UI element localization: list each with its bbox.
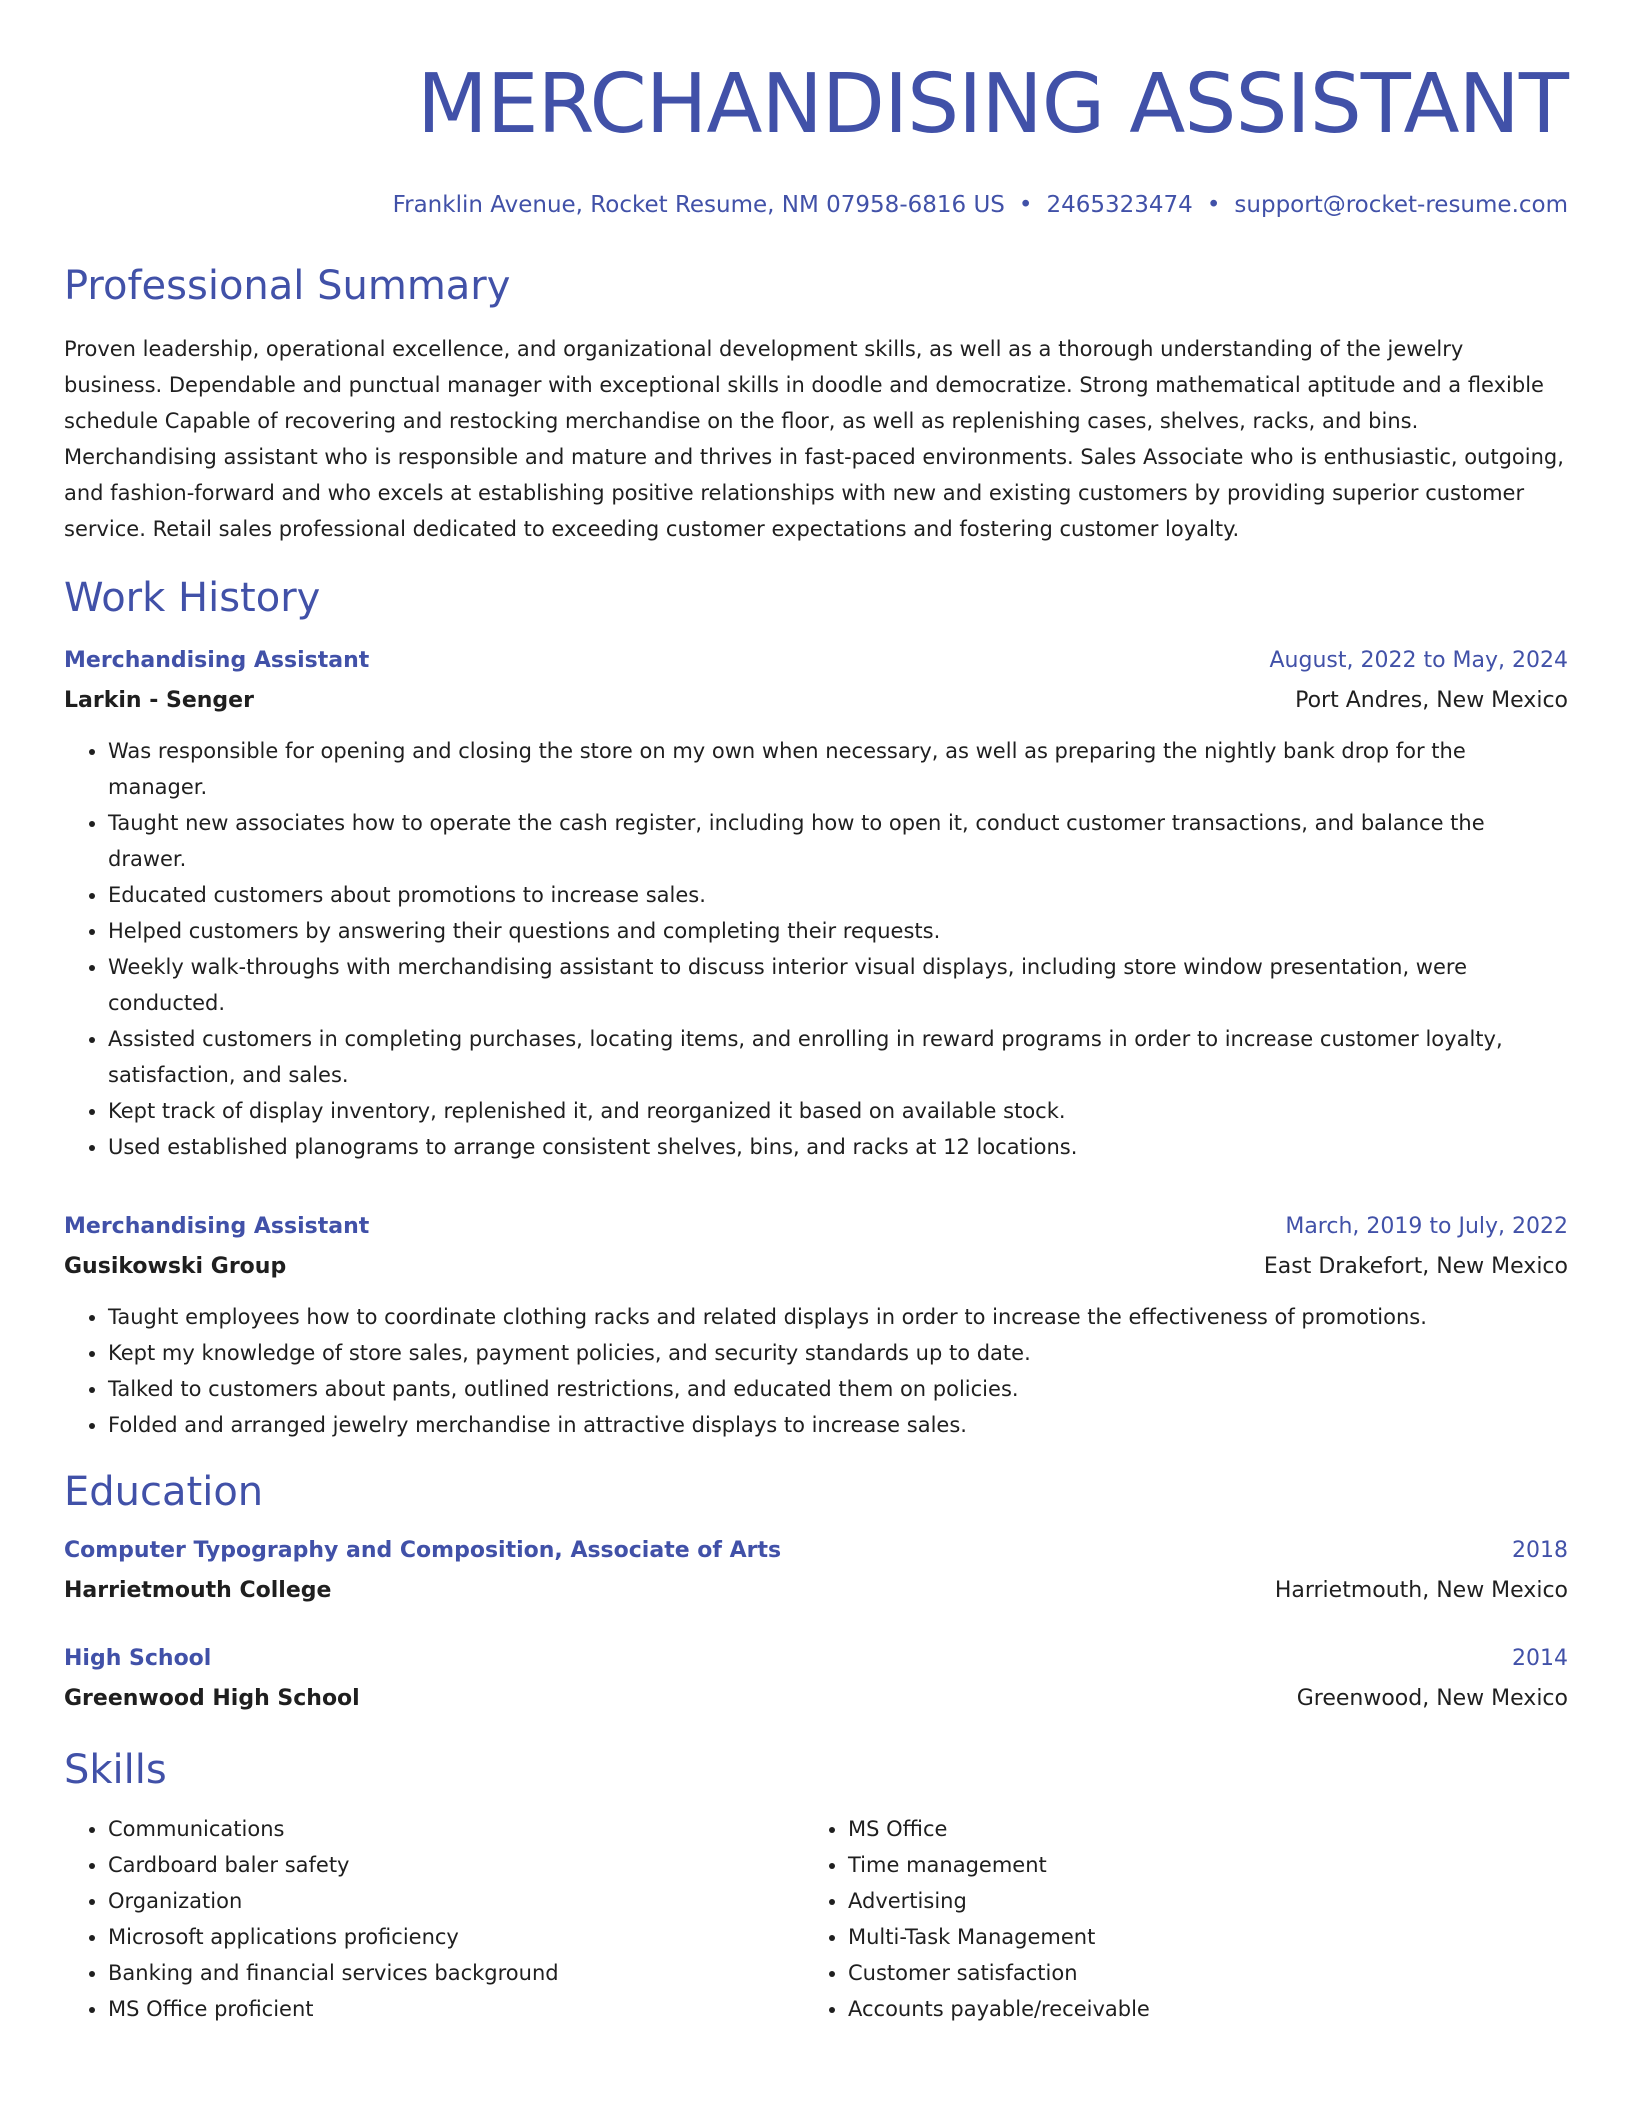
education-location: Greenwood, New Mexico (1296, 1686, 1568, 1711)
skill-item: • Organization (108, 1883, 804, 1919)
contact-separator: • (1018, 192, 1033, 218)
education-school-row (64, 1679, 1568, 1719)
education-header-row (64, 1639, 1568, 1679)
job-bullets (64, 733, 1568, 1165)
education-school-row (64, 1571, 1568, 1611)
job-bullet: • Kept my knowledge of store sales, payment policies, and security standards up to date. (108, 1335, 1568, 1371)
skill-item: • Advertising (848, 1883, 1544, 1919)
job-bullet: • Was responsible for opening and closing the store on my own when necessary, as well as preparing the nightly bank drop for the manager. (108, 733, 1568, 805)
job-entry (64, 641, 1568, 1165)
skill-item: • Cardboard baler safety (108, 1847, 804, 1883)
work-history-heading: Work History (64, 575, 321, 621)
job-bullet: • Taught employees how to coordinate clothing racks and related displays in order to increase the effectiveness of promotions. (108, 1299, 1568, 1335)
job-bullet: • Assisted customers in completing purchases, locating items, and enrolling in reward programs in order to increase customer loyalty, satisfaction, and sales. (108, 1021, 1568, 1093)
skill-item: • Customer satisfaction (848, 1955, 1544, 1991)
contact-separator: • (1206, 192, 1221, 218)
job-dates: March, 2019 to July, 2022 (1285, 1214, 1568, 1239)
job-bullet: • Kept track of display inventory, replenished it, and reorganized it based on available stock. (108, 1093, 1568, 1129)
education-entry (64, 1639, 1568, 1719)
education-year: 2014 (1512, 1646, 1568, 1671)
job-dates: August, 2022 to May, 2024 (1269, 648, 1568, 673)
skill-item: • Accounts payable/receivable (848, 1991, 1544, 2027)
education-school: Greenwood High School (64, 1686, 360, 1711)
job-company: Larkin - Senger (64, 688, 254, 713)
skills-list (64, 1811, 1568, 2027)
job-role: Merchandising Assistant (64, 1214, 370, 1239)
education-location: Harrietmouth, New Mexico (1274, 1578, 1568, 1603)
education-year: 2018 (1512, 1538, 1568, 1563)
job-location: Port Andres, New Mexico (1295, 688, 1568, 713)
job-bullet: • Taught new associates how to operate the cash register, including how to open it, conduct customer transactions, and balance the drawer. (108, 805, 1568, 877)
contact-address: Franklin Avenue, Rocket Resume, NM 07958-6816 US (392, 192, 1005, 218)
skill-item: • Microsoft applications proficiency (108, 1919, 804, 1955)
skills-heading: Skills (64, 1747, 167, 1793)
skill-item: • MS Office (848, 1811, 1544, 1847)
job-bullet: • Helped customers by answering their questions and completing their requests. (108, 913, 1568, 949)
skill-item: • Communications (108, 1811, 804, 1847)
job-company: Gusikowski Group (64, 1254, 287, 1279)
resume-title: MERCHANDISING ASSISTANT (417, 57, 1568, 152)
skills-column (804, 1811, 1544, 2027)
education-degree: Computer Typography and Composition, Associate of Arts (64, 1538, 782, 1563)
skill-item: • Banking and financial services background (108, 1955, 804, 1991)
job-bullets (64, 1299, 1568, 1443)
education-degree: High School (64, 1646, 212, 1671)
job-company-row (64, 1247, 1568, 1287)
contact-line (64, 189, 1568, 221)
job-entry (64, 1207, 1568, 1443)
job-bullet: • Talked to customers about pants, outlined restrictions, and educated them on policies. (108, 1371, 1568, 1407)
summary-text: Proven leadership, operational excellence, and organizational development skills, as well as a thorough understanding of the jewelry business. Dependable and punctual manager with exceptional skills in doodle and democratize. Strong mathematical aptitude and a flexible schedule Capable of recovering and restocking merchandise on the floor, as well as replenishing cases, shelves, racks, and bins. Merchandising assistant who is responsible and mature and thrives in fast-paced environments. Sales Associate who is enthusiastic, outgoing, and fashion-forward and who excels at establishing positive relationships with new and existing customers by providing superior customer service. Retail sales professional dedicated to exceeding customer expectations and fostering customer loyalty. (64, 337, 1564, 541)
education-header-row (64, 1531, 1568, 1571)
education-entry (64, 1531, 1568, 1611)
skill-item: • Time management (848, 1847, 1544, 1883)
job-bullet: • Weekly walk-throughs with merchandising assistant to discuss interior visual displays, including store window presentation, were conducted. (108, 949, 1568, 1021)
skills-column (64, 1811, 804, 2027)
job-header-row (64, 641, 1568, 681)
job-bullet: • Educated customers about promotions to increase sales. (108, 877, 1568, 913)
skill-item: • Multi-Task Management (848, 1919, 1544, 1955)
skill-item: • MS Office proficient (108, 1991, 804, 2027)
job-bullet: • Used established planograms to arrange consistent shelves, bins, and racks at 12 locations. (108, 1129, 1568, 1165)
education-school: Harrietmouth College (64, 1578, 332, 1603)
contact-email: support@rocket-resume.com (1234, 192, 1568, 218)
job-role: Merchandising Assistant (64, 648, 370, 673)
job-bullet: • Folded and arranged jewelry merchandise in attractive displays to increase sales. (108, 1407, 1568, 1443)
contact-phone: 2465323474 (1046, 192, 1193, 218)
job-location: East Drakefort, New Mexico (1263, 1254, 1568, 1279)
job-header-row (64, 1207, 1568, 1247)
summary-heading: Professional Summary (64, 263, 511, 309)
education-heading: Education (64, 1469, 264, 1515)
job-company-row (64, 681, 1568, 721)
